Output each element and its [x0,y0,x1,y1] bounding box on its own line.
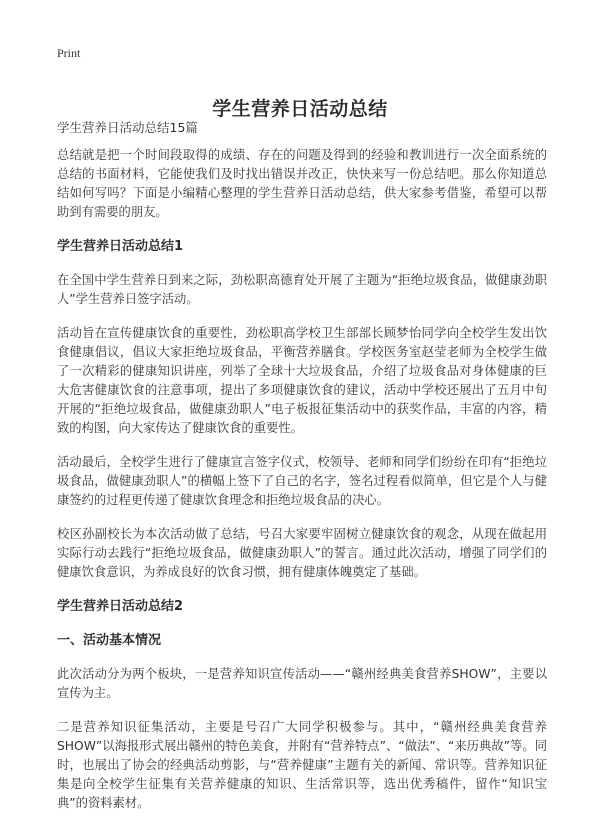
section1-paragraph: 活动旨在宣传健康饮食的重要性，劲松职高学校卫生部部长顾梦怡同学向全校学生发出饮食健康倡议，倡议大家拒绝垃圾食品，平衡营养膳食。学校医务室赵莹老师为全校学生做了一次精彩的健康知识讲座，列举了全球十大垃圾食品，介绍了垃圾食品对身体健康的巨大危害健康饮食的注意事项，提出了多项健康饮食的建议，活动中学校还展出了五月中旬开展的“拒绝垃圾食品，做健康劲职人”电子板报征集活动中的获奖作品，丰富的内容，精致的构图，向大家传达了健康饮食的重要性。 [57,326,547,435]
document-subtitle: 学生营养日活动总结15篇 [57,120,198,135]
section1-paragraph: 在全国中学生营养日到来之际，劲松职高德育处开展了主题为“拒绝垃圾食品，做健康劲职人”学生营养日签字活动。 [57,273,547,306]
section1-paragraph: 活动最后，全校学生进行了健康宣言签字仪式，校领导、老师和同学们纷纷在印有“拒绝垃圾食品，做健康劲职人”的横幅上签下了自己的名字，签名过程看似简单，但它是个人与健康签约的过程更传递了健康饮食理念和拒绝垃圾食品的决心。 [57,455,547,507]
section2-heading: 学生营养日活动总结2 [57,599,184,614]
page-title: 学生营养日活动总结 [212,97,388,120]
section1-paragraph: 校区孙副校长为本次活动做了总结，号召大家要牢固树立健康饮食的观念，从现在做起用实际行动去践行“拒绝垃圾食品，做健康劲职人”的誓言。通过此次活动，增强了同学们的健康饮食意识，为养成良好的饮食习惯，拥有健康体魄奠定了基础。 [57,527,547,579]
section2-paragraph: 此次活动分为两个板块，一是营养知识宣传活动——“赣州经典美食营养SHOW”，主要以宣传为主。 [57,667,547,700]
document-body [57,146,547,828]
intro-paragraph: 总结就是把一个时间段取得的成绩、存在的问题及得到的经验和教训进行一次全面系统的总结的书面材料，它能使我们及时找出错误并改正，快快来写一份总结吧。那么你知道总结如何写吗？下面是小编精心整理的学生营养日活动总结，供大家参考借鉴，希望可以帮助到有需要的朋友。 [57,148,547,219]
print-link[interactable]: Print [57,46,81,60]
section1-heading: 学生营养日活动总结1 [57,239,184,254]
section2-paragraph: 二是营养知识征集活动，主要是号召广大同学积极参与。其中，“赣州经典美食营养SHOW”以海报形式展出赣州的特色美食，并附有“营养特点”、“做法”、“来历典故”等。同时，也展出了协会的经典活动剪影，与“营养健康”主题有关的新闻、常识等。营养知识征集是向全校学生征集有关营养健康的知识、生活常识等，选出优秀稿件，留作“知识宝典”的资料素材。 [57,720,547,810]
section2-subheading: 一、活动基本情况 [57,633,162,648]
